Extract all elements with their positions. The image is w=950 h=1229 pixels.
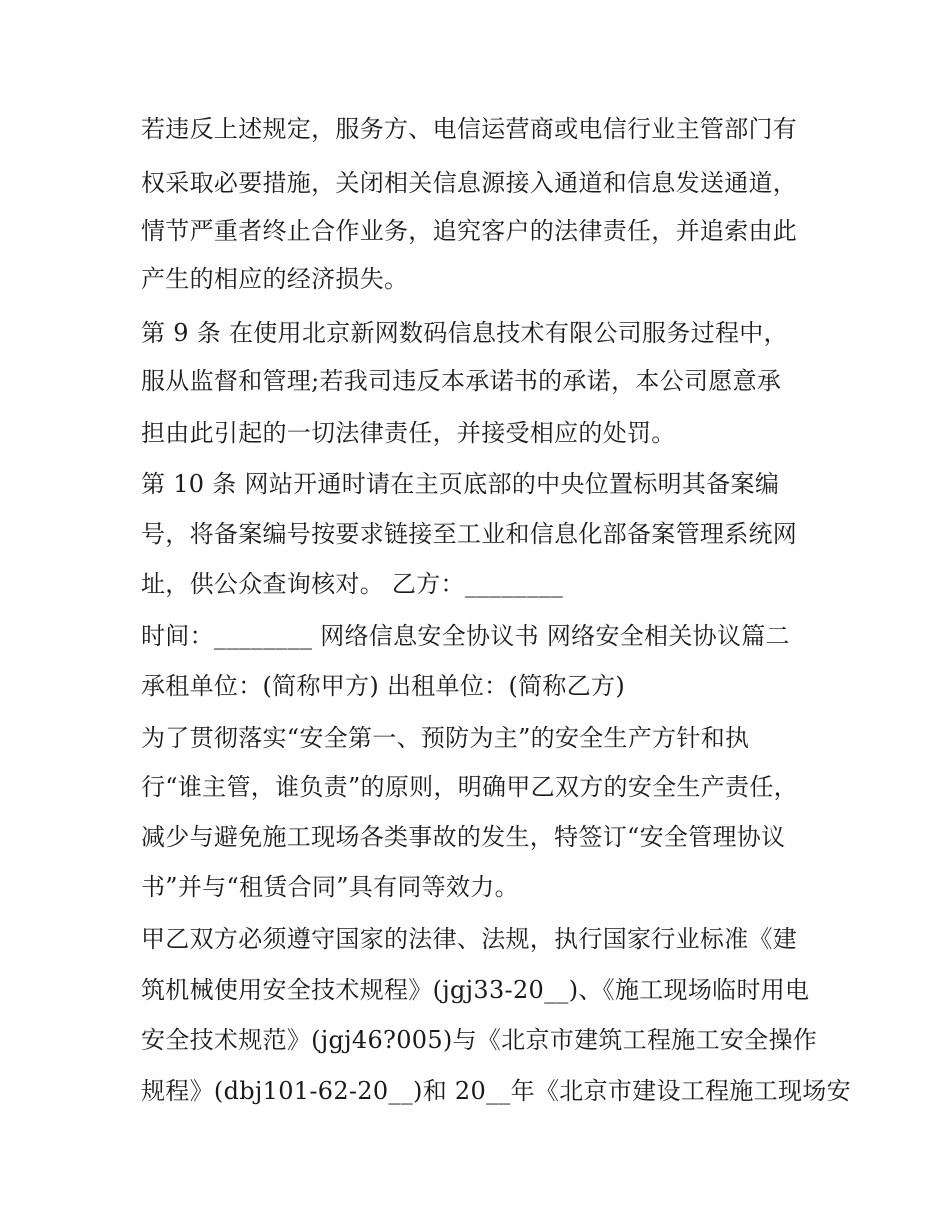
text-line: 为了贯彻落实“安全第一、预防为主”的安全生产方针和执 xyxy=(141,724,750,752)
text-line: 承租单位：(简称甲方) 出租单位：(简称乙方) xyxy=(141,672,625,700)
text-line: 行“谁主管，谁负责”的原则，明确甲乙双方的安全生产责任， xyxy=(141,773,798,801)
text-line: 时间：________ 网络信息安全协议书 网络安全相关协议篇二 xyxy=(141,622,790,650)
text-line: 甲乙双方必须遵守国家的法律、法规，执行国家行业标准《建 xyxy=(141,925,798,953)
text-line: 情节严重者终止合作业务，追究客户的法律责任，并追索由此 xyxy=(141,217,798,245)
text-line: 筑机械使用安全技术规程》(jgj33-20__)、《施工现场临时用电 xyxy=(141,976,810,1004)
text-line: 服从监督和管理;若我司违反本承诺书的承诺，本公司愿意承 xyxy=(141,367,782,395)
text-line: 址，供公众查询核对。 乙方：________ xyxy=(141,570,564,598)
text-line: 减少与避免施工现场各类事故的发生，特签订“安全管理协议 xyxy=(141,823,786,851)
text-line: 若违反上述规定，服务方、电信运营商或电信行业主管部门有 xyxy=(141,115,798,143)
text-line: 权采取必要措施，关闭相关信息源接入通道和信息发送通道， xyxy=(141,169,798,197)
text-line: 担由此引起的一切法律责任，并接受相应的处罚。 xyxy=(141,419,676,447)
text-line: 产生的相应的经济损失。 xyxy=(141,265,409,293)
text-line: 号，将备案编号按要求链接至工业和信息化部备案管理系统网 xyxy=(141,520,798,548)
text-line: 规程》(dbj101-62-20__)和 20__年《北京市建设工程施工现场安 xyxy=(141,1077,851,1105)
text-line: 第 9 条 在使用北京新网数码信息技术有限公司服务过程中， xyxy=(141,319,788,347)
text-line: 第 10 条 网站开通时请在主页底部的中央位置标明其备案编 xyxy=(141,470,780,498)
text-line: 安全技术规范》(jgj46?005)与《北京市建筑工程施工安全操作 xyxy=(141,1026,818,1054)
text-line: 书”并与“租赁合同”具有同等效力。 xyxy=(141,873,519,901)
